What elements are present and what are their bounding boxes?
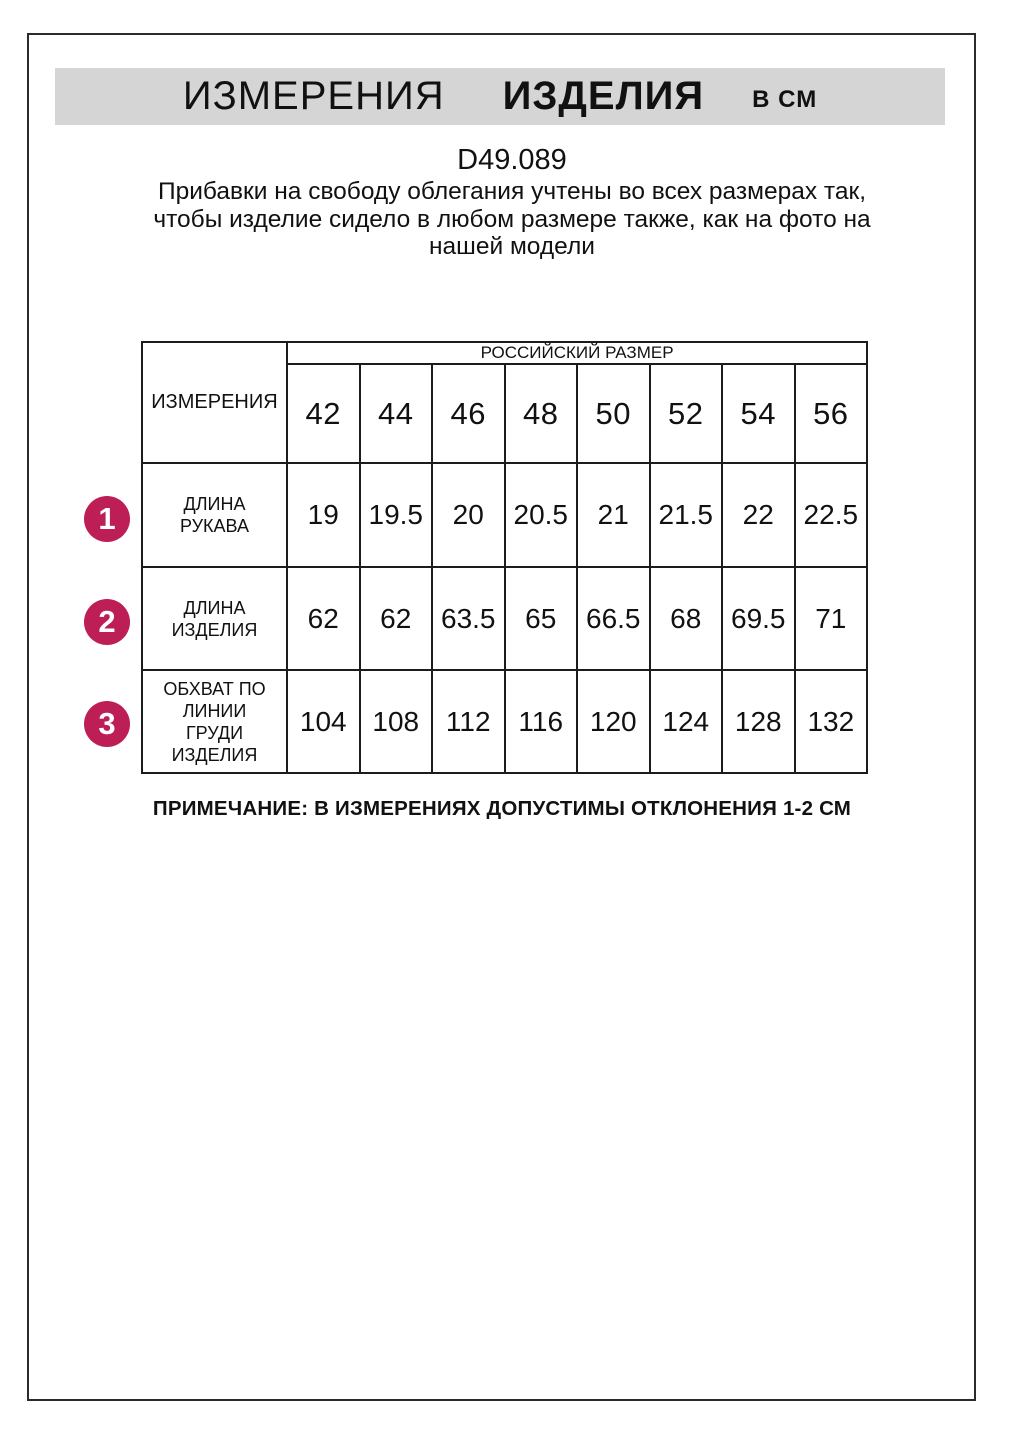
value-cell: 20 xyxy=(432,463,505,567)
size-header-cell: 46 xyxy=(432,364,505,463)
size-header-cell: 42 xyxy=(287,364,360,463)
table-row xyxy=(142,463,867,567)
value-cell: 120 xyxy=(577,670,650,773)
value-cell: 66.5 xyxy=(577,567,650,670)
title-bar xyxy=(55,68,945,125)
title-measurements: ИЗМЕРЕНИЯ xyxy=(182,74,445,118)
value-cell: 128 xyxy=(722,670,795,773)
value-cell: 65 xyxy=(505,567,578,670)
value-cell: 124 xyxy=(650,670,723,773)
title-product: ИЗДЕЛИЯ xyxy=(502,74,705,118)
row-label-cell: ДЛИНА РУКАВА xyxy=(142,463,287,567)
value-cell: 62 xyxy=(360,567,433,670)
article-number: D49.089 xyxy=(457,144,567,176)
row-number-badge-2: 2 xyxy=(84,599,130,645)
table-row xyxy=(142,567,867,670)
value-cell: 63.5 xyxy=(432,567,505,670)
value-cell: 69.5 xyxy=(722,567,795,670)
size-header-cell: 48 xyxy=(505,364,578,463)
value-cell: 22.5 xyxy=(795,463,868,567)
fit-description: Прибавки на свободу облегания учтены во всех размерах так, чтобы изделие сидело в любом размере также, как на фото на нашей модели xyxy=(153,178,871,260)
row-label-cell: ОБХВАТ ПО ЛИНИИ ГРУДИ ИЗДЕЛИЯ xyxy=(142,670,287,773)
title-unit: В СМ xyxy=(752,85,818,113)
row-number-badge-1: 1 xyxy=(84,496,130,542)
size-header-cell: 50 xyxy=(577,364,650,463)
corner-header-cell: ИЗМЕРЕНИЯ xyxy=(142,342,287,463)
note-text: ПРИМЕЧАНИЕ: В ИЗМЕРЕНИЯХ ДОПУСТИМЫ ОТКЛОНЕНИЯ 1-2 СМ xyxy=(152,797,852,820)
size-header-cell: 56 xyxy=(795,364,868,463)
value-cell: 116 xyxy=(505,670,578,773)
value-cell: 104 xyxy=(287,670,360,773)
size-group-header-cell: РОССИЙСКИЙ РАЗМЕР xyxy=(287,342,867,364)
size-header-cell: 44 xyxy=(360,364,433,463)
table-row xyxy=(142,670,867,773)
table-row xyxy=(142,342,867,364)
value-cell: 22 xyxy=(722,463,795,567)
value-cell: 19 xyxy=(287,463,360,567)
size-header-cell: 54 xyxy=(722,364,795,463)
row-label-cell: ДЛИНА ИЗДЕЛИЯ xyxy=(142,567,287,670)
value-cell: 19.5 xyxy=(360,463,433,567)
value-cell: 21 xyxy=(577,463,650,567)
value-cell: 112 xyxy=(432,670,505,773)
value-cell: 68 xyxy=(650,567,723,670)
value-cell: 21.5 xyxy=(650,463,723,567)
value-cell: 62 xyxy=(287,567,360,670)
size-table xyxy=(141,341,868,774)
value-cell: 132 xyxy=(795,670,868,773)
row-number-badge-3: 3 xyxy=(84,701,130,747)
value-cell: 108 xyxy=(360,670,433,773)
size-header-cell: 52 xyxy=(650,364,723,463)
value-cell: 71 xyxy=(795,567,868,670)
value-cell: 20.5 xyxy=(505,463,578,567)
